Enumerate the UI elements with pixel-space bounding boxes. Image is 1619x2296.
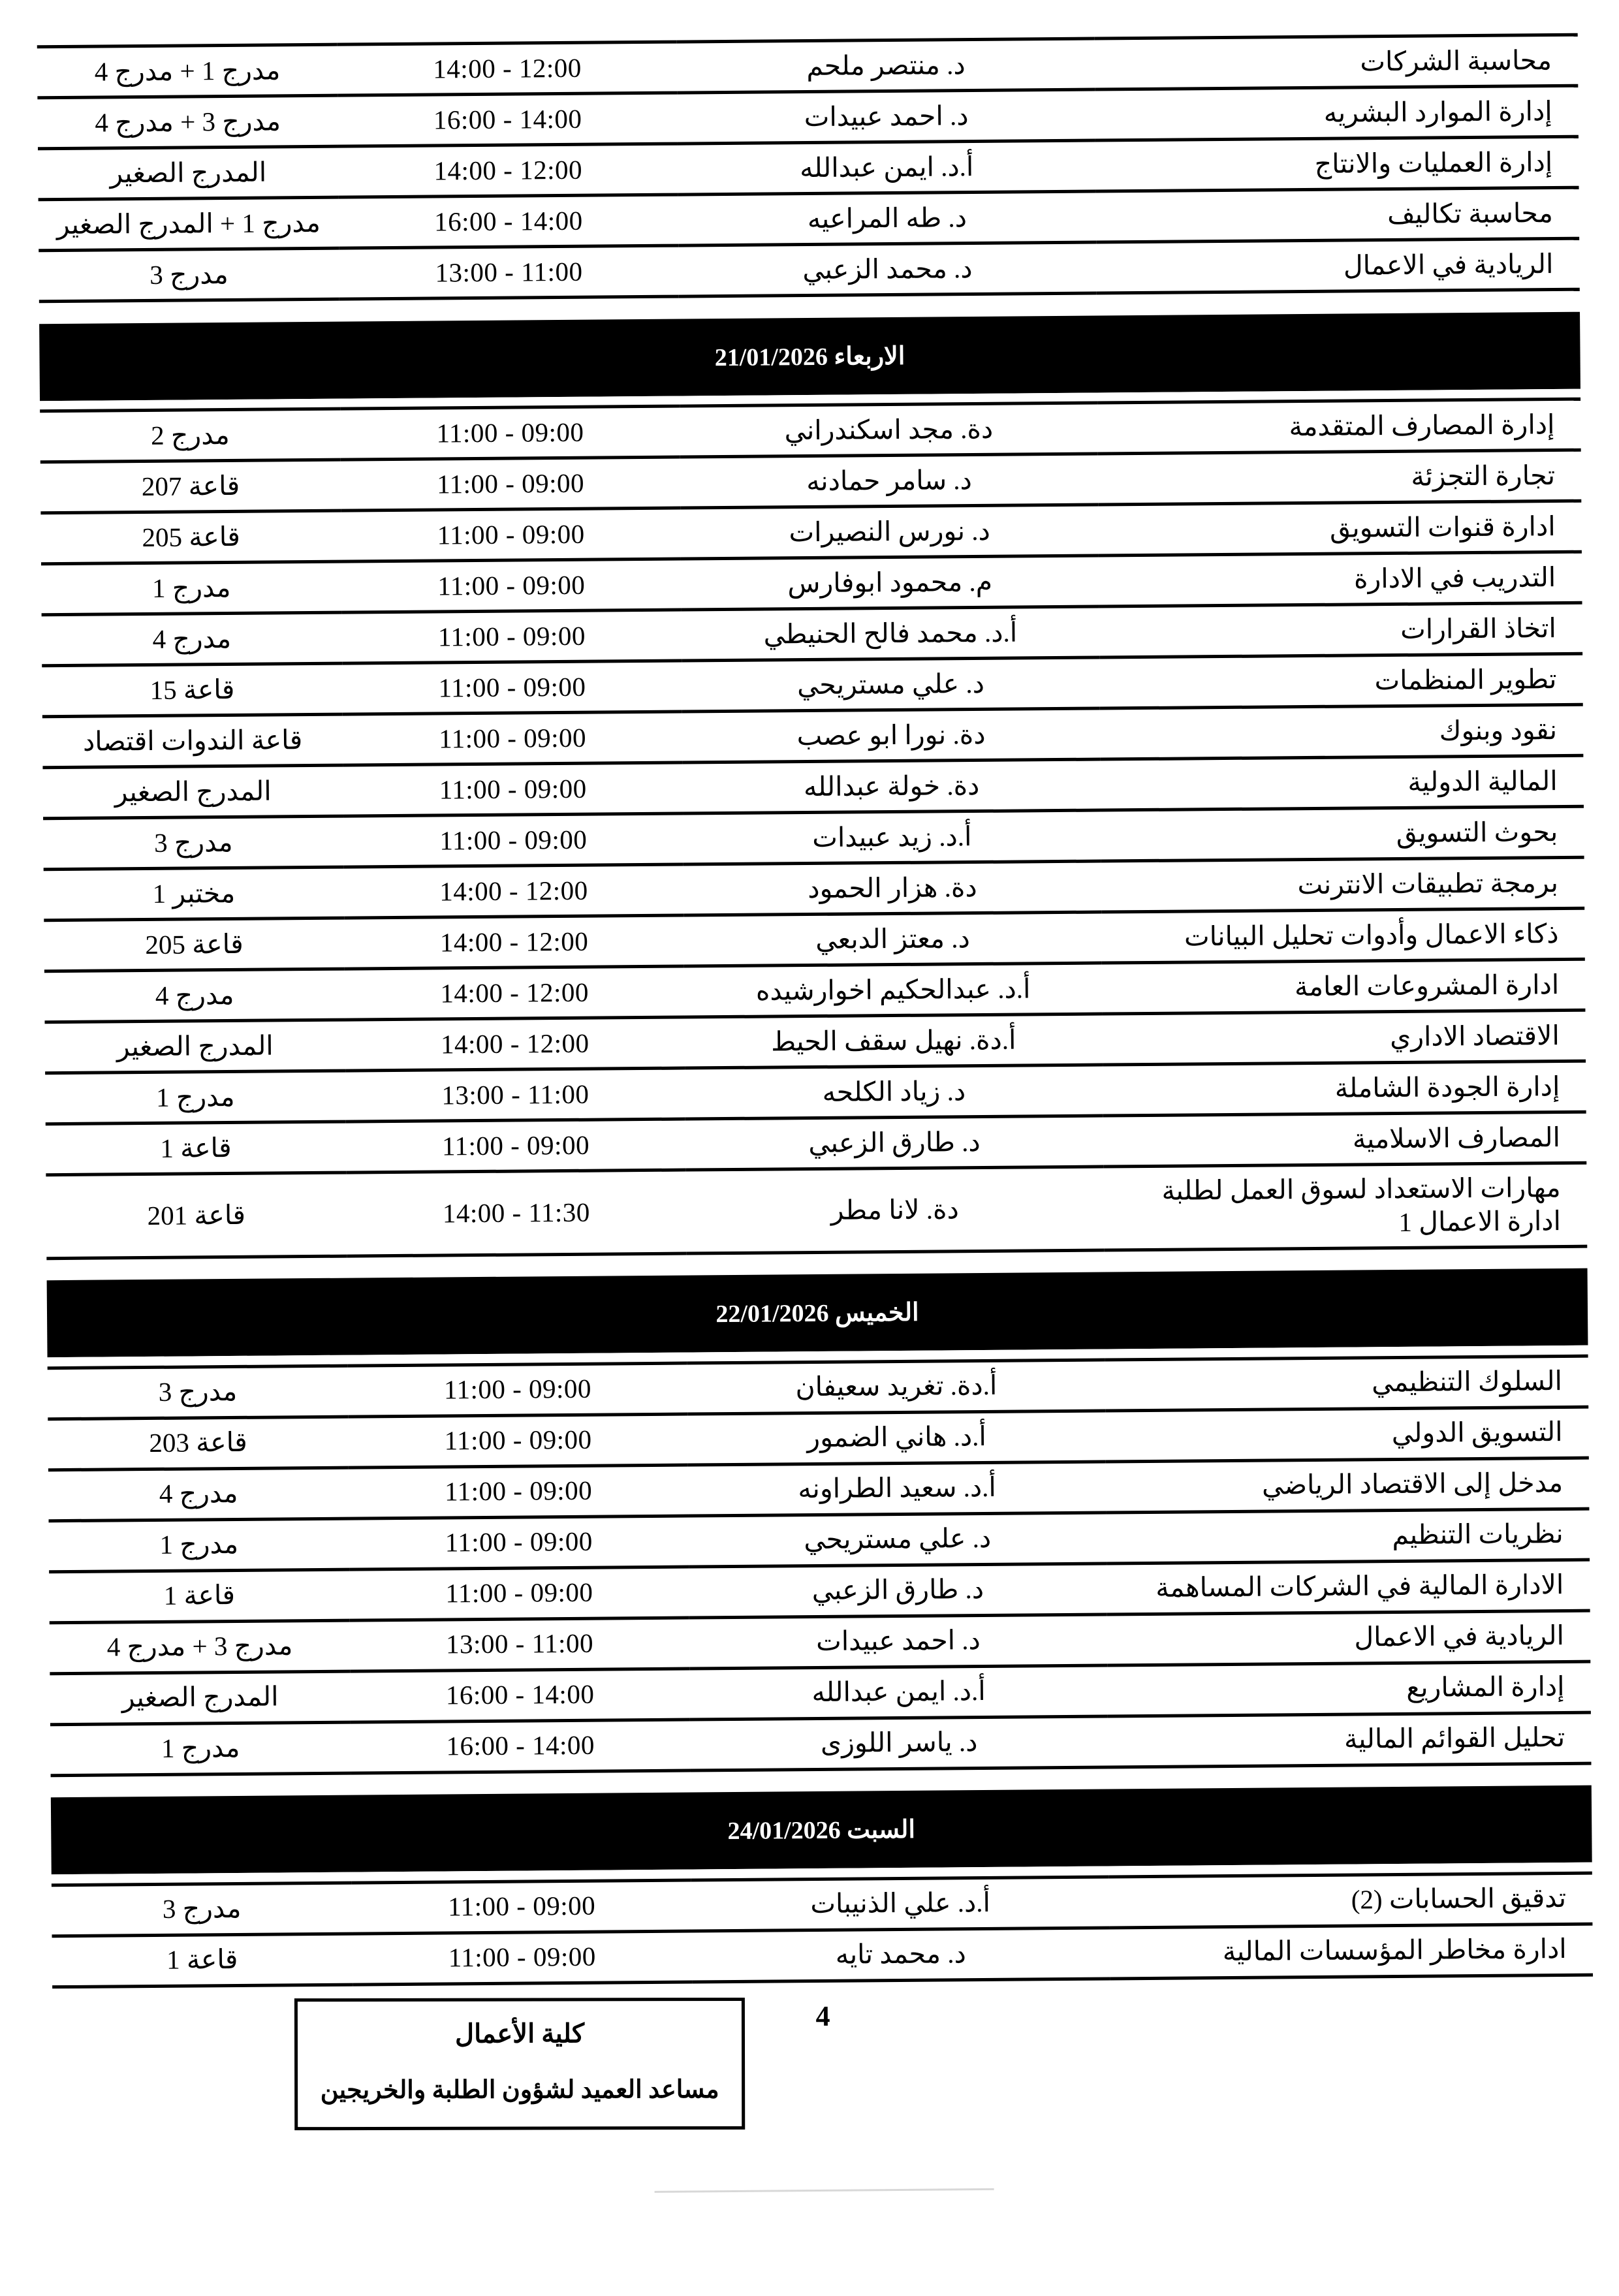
exam-hall: مدرج 3 + مدرج 4 [50, 1620, 351, 1674]
day-header [52, 1785, 1593, 1875]
exam-time: 09:00 - 11:00 [349, 1465, 689, 1518]
exam-time: 09:00 - 11:00 [343, 763, 684, 816]
exam-hall: مدرج 4 [42, 612, 343, 666]
exam-time: 14:00 - 16:00 [338, 93, 678, 146]
exam-instructor: أ.د. علي الذنيبات [692, 1876, 1110, 1930]
exam-instructor: د. علي مستريحي [689, 1512, 1107, 1566]
exam-time: 09:00 - 11:00 [341, 457, 682, 511]
signature-role: مساعد العميد لشؤون الطلبة والخريجين [321, 2075, 720, 2104]
page-number: 4 [816, 2000, 831, 2032]
day-header-label: السبت 24/01/2026 [728, 1816, 917, 1846]
exam-course-name: اتخاذ القرارات [1100, 603, 1584, 657]
exam-time: 12:00 - 14:00 [345, 966, 685, 1020]
exam-instructor: أ.د. سعيد الطراونه [689, 1461, 1107, 1515]
exam-course-name: التدريب في الادارة [1099, 552, 1583, 606]
exam-instructor: دة. مجد اسكندراني [680, 403, 1099, 457]
exam-hall: قاعة 205 [44, 918, 345, 971]
exam-course-name: المالية الدولية [1101, 755, 1584, 810]
exam-time: 09:00 - 11:00 [349, 1363, 689, 1417]
exam-hall: مدرج 3 [48, 1366, 349, 1419]
exam-instructor: د. سامر حمادنه [681, 454, 1099, 508]
exam-course-name: تجارة التجزئة [1099, 450, 1582, 505]
day-header-row [40, 311, 1581, 401]
exam-instructor: دة. خولة عبدالله [683, 759, 1101, 813]
exam-time: 11:30 - 14:00 [347, 1170, 687, 1256]
exam-course-name: التسويق الدولي [1106, 1407, 1590, 1462]
exam-time: 14:00 - 16:00 [351, 1720, 691, 1773]
scan-artifact [655, 2188, 995, 2192]
exam-hall: مدرج 3 [44, 816, 345, 870]
table-row [46, 1163, 1588, 1258]
exam-hall: مدرج 3 [39, 248, 340, 302]
exam-instructor: دة. نورا ابو عصب [683, 708, 1101, 763]
exam-instructor: د. محمد الزعبي [679, 242, 1097, 296]
exam-time: 12:00 - 14:00 [345, 864, 685, 918]
exam-course-name: إدارة المشاريع [1108, 1661, 1592, 1716]
exam-hall: قاعة 203 [48, 1417, 349, 1470]
exam-time: 09:00 - 11:00 [347, 1119, 687, 1172]
exam-instructor: د. ياسر اللوزى [691, 1716, 1109, 1770]
exam-course-name: السلوك التنظيمي [1106, 1356, 1590, 1411]
exam-hall: قاعة 1 [50, 1569, 351, 1623]
exam-time: 11:00 - 13:00 [339, 245, 680, 299]
signature-faculty: كلية الأعمال [455, 2018, 586, 2049]
exam-hall: المدرج الصغير [46, 1020, 347, 1073]
exam-hall: مختبر 1 [44, 867, 345, 920]
exam-instructor: د. زياد الكلحه [685, 1065, 1104, 1119]
exam-instructor: دة. لانا مطر [686, 1167, 1105, 1253]
exam-time: 11:00 - 13:00 [346, 1068, 686, 1122]
exam-time: 09:00 - 11:00 [343, 661, 683, 714]
exam-time: 11:00 - 13:00 [351, 1618, 691, 1671]
exam-instructor: أ.د. عبدالحكيم اخوارشيده [685, 963, 1103, 1017]
exam-time: 09:00 - 11:00 [349, 1414, 689, 1468]
day-header-label: الخميس 22/01/2026 [716, 1298, 920, 1329]
exam-hall: قاعة الندوات اقتصاد [43, 714, 344, 768]
exam-hall: مدرج 1 + المدرج الصغير [39, 197, 340, 251]
exam-hall: المدرج الصغير [39, 146, 339, 200]
exam-time: 09:00 - 11:00 [344, 813, 684, 867]
exam-instructor: أ.د. محمد فالح الحنيطي [682, 606, 1101, 661]
exam-instructor: أ.د. زيد عبيدات [684, 810, 1102, 864]
exam-course-name: بحوث التسويق [1101, 806, 1585, 861]
exam-course-name: تحليل القوائم المالية [1108, 1712, 1592, 1767]
exam-instructor: د. طارق الزعبي [689, 1563, 1108, 1617]
exam-instructor: م. محمود ابوفارس [682, 556, 1100, 610]
exam-course-name: تدقيق الحسابات (2) [1110, 1873, 1594, 1928]
exam-course-name: محاسبة الشركات [1095, 35, 1579, 89]
exam-course-name: الريادية في الاعمال [1108, 1611, 1592, 1665]
exam-hall: مدرج 1 [51, 1722, 352, 1776]
exam-instructor: أ.د. ايمن عبدالله [678, 140, 1097, 195]
exam-instructor: د. طارق الزعبي [686, 1116, 1105, 1170]
exam-hall: المدرج الصغير [50, 1671, 351, 1725]
exam-time: 09:00 - 11:00 [350, 1567, 690, 1620]
exam-schedule-table [38, 33, 1594, 1989]
exam-instructor: دة. هزار الحمود [684, 861, 1103, 915]
exam-instructor: د. معتز الدبعي [684, 912, 1103, 966]
exam-hall: مدرج 1 [46, 1071, 347, 1124]
exam-hall: مدرج 1 + مدرج 4 [38, 44, 339, 98]
exam-hall: مدرج 3 [52, 1883, 353, 1936]
exam-course-name: نظريات التنظيم [1107, 1509, 1590, 1564]
exam-hall: قاعة 207 [41, 460, 342, 513]
exam-course-name: الريادية في الاعمال [1097, 238, 1580, 293]
exam-course-name: إدارة المصارف المتقدمة [1098, 399, 1582, 454]
exam-instructor: أ.د. ايمن عبدالله [690, 1665, 1108, 1719]
exam-instructor: د. احمد عبيدات [690, 1614, 1108, 1668]
exam-course-name: الادارة المالية في الشركات المساهمة [1107, 1560, 1591, 1614]
exam-time: 09:00 - 11:00 [341, 406, 681, 460]
exam-time: 09:00 - 11:00 [343, 712, 684, 765]
exam-instructor: د. علي مستريحي [682, 657, 1101, 712]
exam-instructor: د. طه المراعيه [679, 191, 1097, 245]
exam-course-name: ذكاء الاعمال وأدوات تحليل البيانات [1102, 908, 1586, 963]
exam-hall: مدرج 2 [40, 409, 341, 462]
exam-time: 09:00 - 11:00 [343, 610, 683, 663]
day-header-row [48, 1268, 1589, 1358]
exam-time: 09:00 - 11:00 [342, 559, 682, 612]
day-header [40, 311, 1581, 401]
exam-instructor: أ.د. هاني الضمور [688, 1410, 1107, 1464]
exam-time: 12:00 - 14:00 [345, 915, 685, 969]
exam-time: 14:00 - 16:00 [351, 1669, 691, 1722]
exam-course-name: مهارات الاستعداد لسوق العمل لطلبة ادارة الاعمال 1 [1104, 1163, 1588, 1250]
exam-hall: قاعة 15 [42, 663, 343, 717]
exam-time: 09:00 - 11:00 [353, 1930, 693, 1984]
exam-time: 12:00 - 14:00 [339, 144, 679, 197]
exam-time: 14:00 - 16:00 [339, 195, 680, 248]
exam-course-name: ادارة قنوات التسويق [1099, 501, 1582, 556]
page-footer [53, 1983, 1595, 2217]
exam-instructor: أ.دة. نهيل سقف الحيط [685, 1014, 1103, 1068]
exam-hall: مدرج 3 + مدرج 4 [38, 95, 339, 149]
day-header [48, 1268, 1589, 1358]
exam-hall: قاعة 1 [52, 1934, 353, 1987]
exam-hall: قاعة 205 [41, 511, 342, 564]
exam-course-name: إدارة الموارد البشريه [1095, 86, 1579, 140]
exam-instructor: د. محمد تايه [692, 1927, 1110, 1981]
exam-course-name: إدارة الجودة الشاملة [1103, 1061, 1587, 1116]
exam-course-name: محاسبة تكاليف [1097, 187, 1580, 242]
exam-time: 09:00 - 11:00 [353, 1879, 693, 1933]
exam-hall: مدرج 4 [45, 969, 346, 1022]
exam-instructor: د. احمد عبيدات [678, 89, 1096, 144]
exam-course-name: نقود وبنوك [1101, 704, 1584, 759]
exam-hall: قاعة 201 [46, 1172, 347, 1258]
exam-hall: المدرج الصغير [43, 765, 344, 819]
exam-instructor: أ.دة. تغريد سعيفان [688, 1359, 1107, 1413]
exam-course-name: برمجة تطبيقات الانترنت [1102, 857, 1586, 912]
signature-box [295, 1997, 746, 2130]
exam-hall: مدرج 1 [50, 1518, 351, 1572]
exam-instructor: د. نورس النصيرات [681, 505, 1099, 559]
exam-time: 09:00 - 11:00 [341, 508, 682, 561]
day-header-label: الاربعاء 21/01/2026 [715, 342, 906, 371]
exam-instructor: د. منتصر ملحم [678, 39, 1096, 93]
exam-time: 09:00 - 11:00 [349, 1516, 689, 1569]
exam-course-name: مدخل إلى الاقتصاد الرياضي [1107, 1458, 1590, 1513]
exam-course-name: المصارف الاسلامية [1104, 1112, 1588, 1167]
exam-hall: مدرج 1 [42, 561, 343, 615]
exam-course-name: إدارة العمليات والانتاج [1096, 136, 1580, 191]
exam-hall: مدرج 4 [49, 1468, 350, 1521]
exam-time: 12:00 - 14:00 [338, 42, 678, 95]
exam-course-name: الاقتصاد الاداري [1103, 1010, 1586, 1065]
exam-hall: قاعة 1 [46, 1122, 347, 1175]
day-header-row [52, 1785, 1593, 1875]
exam-course-name: تطوير المنظمات [1100, 653, 1584, 708]
exam-course-name: ادارة المشروعات العامة [1103, 959, 1586, 1014]
exam-course-name: ادارة مخاطر المؤسسات المالية [1110, 1924, 1594, 1979]
exam-time: 12:00 - 14:00 [345, 1017, 685, 1071]
